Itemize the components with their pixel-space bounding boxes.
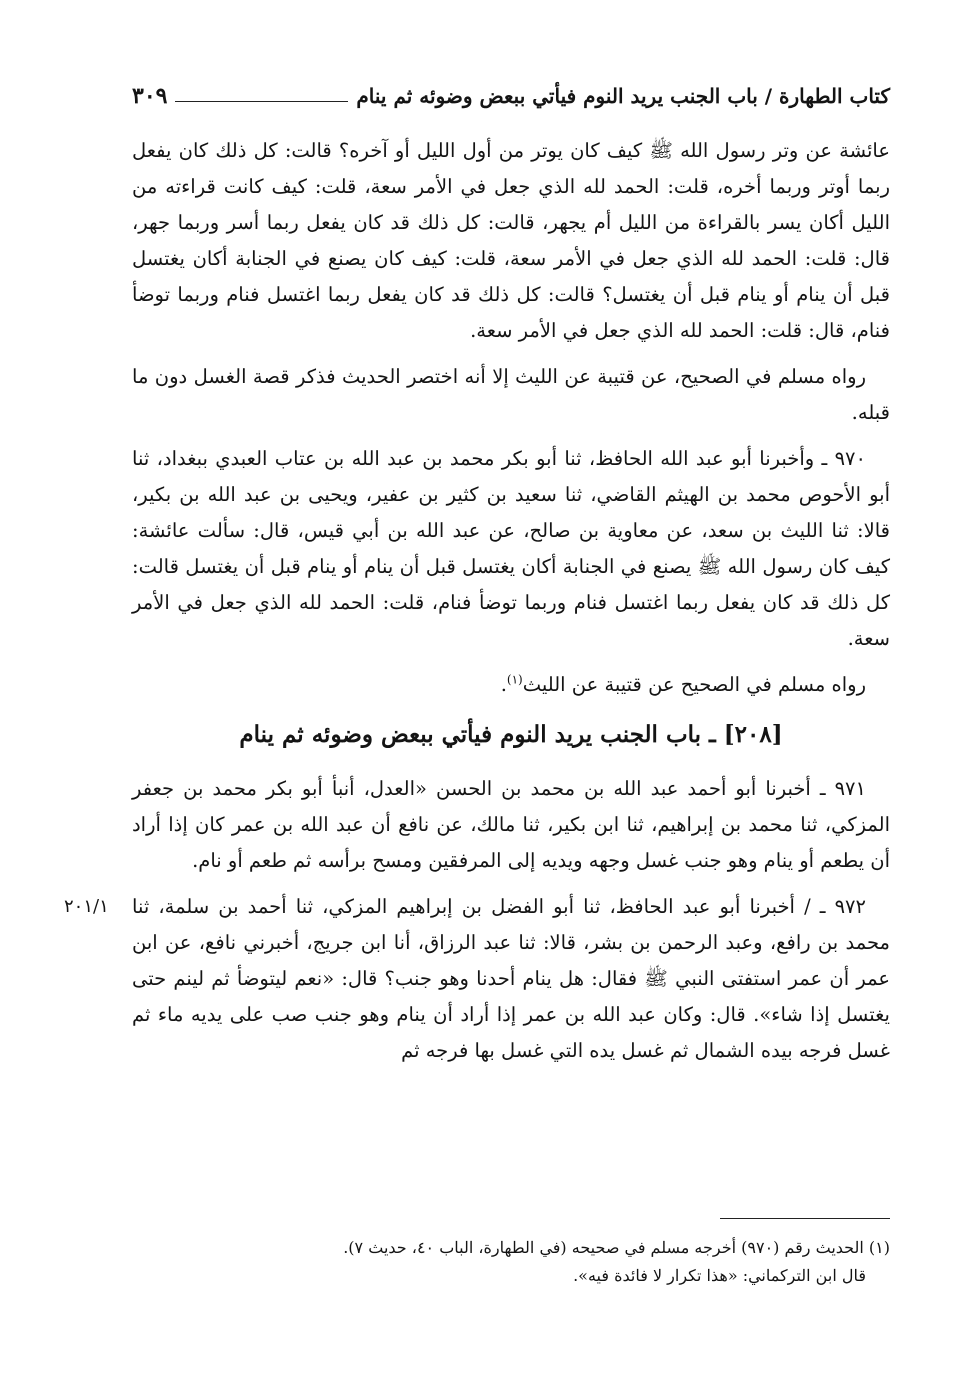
footnotes — [132, 1234, 890, 1290]
footnote-marker[interactable]: (١) — [506, 672, 523, 687]
running-header — [132, 76, 890, 116]
page-number: ٣٠٩ — [132, 83, 168, 109]
paragraph-muslim-note-2 — [132, 667, 890, 703]
header-rule — [175, 101, 348, 102]
header-title: كتاب الطهارة / باب الجنب يريد النوم فيأتي ببعض وضوئه ثم ينام — [356, 84, 890, 108]
hadith-971: ٩٧١ ـ أخبرنا أبو أحمد عبد الله بن محمد بن الحسن «العدل، أنبأ أبو بكر محمد بن جعفر المزكي، ثنا محمد بن إبراهيم، ثنا ابن بكير، ثنا مالك، عن نافع أن عبد الله بن عمر كان إذا أراد أن يطعم أو ينام وهو جنب غسل وجهه ويديه إلى المرفقين ومسح برأسه ثم طعم أو نام. — [132, 777, 890, 872]
manuscript-margin-reference: ٢٠١/١ — [64, 896, 109, 917]
muslim-note-end: . — [500, 673, 507, 696]
muslim-note-text: رواه مسلم في الصحيح عن قتيبة عن الليث — [522, 673, 866, 696]
main-text — [64, 133, 890, 1079]
footnote-separator — [720, 1218, 890, 1219]
chapter-heading: [٢٠٨] ـ باب الجنب يريد النوم فيأتي ببعض وضوئه ثم ينام — [239, 721, 783, 748]
hadith-972-block — [64, 889, 890, 1069]
footnote-1: (١) الحديث رقم (٩٧٠) أخرجه مسلم في صحيحه (في الطهارة، الباب ٤٠، حديث ٧). — [343, 1238, 890, 1257]
paragraph-aisha-witr: عائشة عن وتر رسول الله ﷺ كيف كان يوتر من أول الليل أو آخره؟ قالت: كل ذلك كان يفعل ربما أوتر وربما أخره، قلت: الحمد لله الذي جعل في الأمر سعة، قلت: كيف كانت قراءته من الليل أكان يسر بالقراءة من الليل أم يجهر، قالت: كل ذلك قد كان يفعل ربما أسر وربما جهر، قال: قلت: الحمد لله الذي جعل في الأمر سعة، قلت: كيف كان يصنع في الجنابة أكان يغتسل قبل أن ينام أو ينام قبل أن يغتسل؟ قالت: كل ذلك قد كان يفعل ربما اغتسل فنام وربما توضأ فنام، قال: قلت: الحمد لله الذي جعل في الأمر سعة. — [132, 139, 890, 342]
hadith-970: ٩٧٠ ـ وأخبرنا أبو عبد الله الحافظ، ثنا أبو بكر محمد بن عبد الله بن عتاب العبدي ببغداد، ثنا أبو الأحوص محمد بن الهيثم القاضي، ثنا سعيد بن كثير بن عفير، ويحيى بن عبد الله بن بكير، قالا: ثنا الليث بن سعد، عن معاوية بن صالح، عن عبد الله بن أبي قيس، قال: سألت عائشة: كيف كان رسول الله ﷺ يصنع في الجنابة أكان يغتسل قبل أن ينام أو ينام قبل أن يغتسل قالت: كل ذلك قد كان يفعل ربما اغتسل فنام وربما توضأ فنام، قلت: الحمد لله الذي جعل في الأمر سعة. — [132, 447, 890, 650]
paragraph-muslim-note-1: رواه مسلم في الصحيح، عن قتيبة عن الليث إلا أنه اختصر الحديث فذكر قصة الغسل دون ما قبله. — [132, 365, 890, 424]
footnote-1-comment: قال ابن التركماني: «هذا تكرار لا فائدة فيه». — [573, 1266, 866, 1285]
hadith-972: ٩٧٢ ـ / أخبرنا أبو عبد الحافظ، ثنا أبو الفضل بن إبراهيم المزكي، ثنا أحمد بن سلمة، ثنا محمد بن رافع، وعبد الرحمن بن بشر، قالا: ثنا عبد الرزاق، أنا ابن جريج، أخبرني نافع، عن ابن عمر أن عمر استفتى النبي ﷺ فقال: هل ينام أحدنا وهو جنب؟ قال: «نعم ليتوضأ ثم لينم حتى يغتسل إذا شاء». قال: وكان عبد الله بن عمر إذا أراد أن ينام وهو جنب صب على يديه ماء ثم غسل فرجه بيده الشمال ثم غسل يده التي غسل بها فرجه ثم — [132, 895, 890, 1062]
